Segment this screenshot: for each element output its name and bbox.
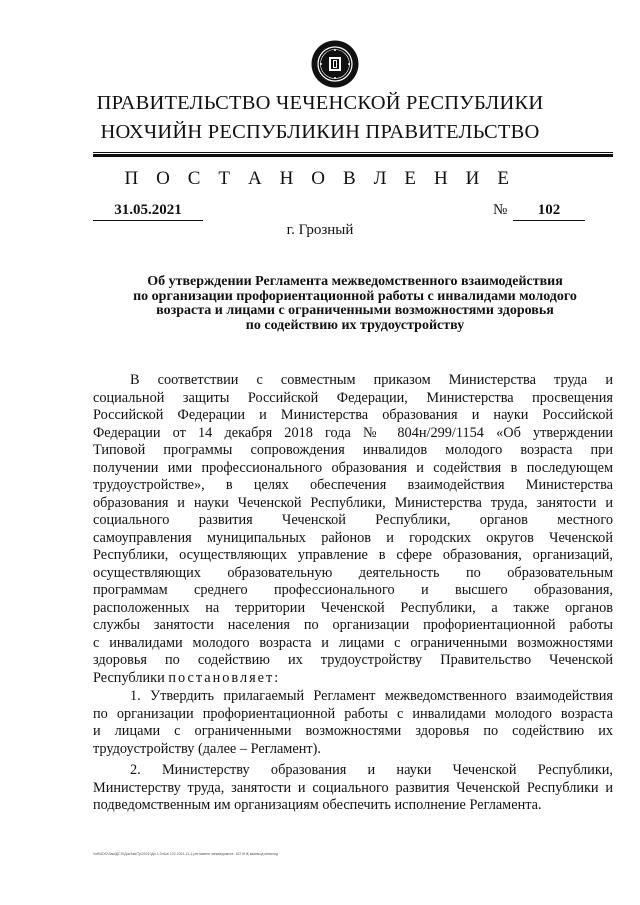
body-line bbox=[93, 670, 613, 688]
body-line: социальной защиты Российской Федерации, Министерства просвещения bbox=[93, 389, 613, 406]
document-date: 31.05.2021 bbox=[93, 202, 203, 221]
body-line: подведомственным им организациям обеспечить исполнение Регламента. bbox=[93, 797, 542, 813]
body-line: Типовой программы сопровождения инвалидов молодого возраста при bbox=[93, 442, 613, 458]
body-line: Республики, осуществляющих управление в сфере образования, организаций, bbox=[93, 547, 613, 563]
subject-line: по организации профориентационной работы с инвалидами молодого bbox=[133, 288, 577, 304]
body-line: 1. Утвердить прилагаемый Регламент межведомственного взаимодействия bbox=[130, 688, 613, 704]
header-divider-thick bbox=[93, 154, 613, 157]
body-line: Российской Федерации и Министерства образования и науки Российской bbox=[93, 407, 613, 423]
header-divider-thin bbox=[93, 152, 613, 153]
subject-line: возраста и лицами с ограниченными возможностями здоровья bbox=[156, 303, 554, 318]
body-line: службы занятости населения по организации профориентационной работы bbox=[93, 617, 613, 633]
body-line: трудоустройстве», в целях обеспечения взаимодействия Министерства bbox=[93, 477, 613, 493]
government-title-ru: ПРАВИТЕЛЬСТВО ЧЕЧЕНСКОЙ РЕСПУБЛИКИ bbox=[96, 92, 544, 114]
body-line: образования и науки Чеченской Республики, Министерства труда, занятости и bbox=[93, 494, 613, 511]
body-line: Министерству труда, занятости и социального развития Чеченской Республики и bbox=[93, 779, 613, 796]
body-line: В соответствии с совместным приказом Министерства труда и bbox=[130, 372, 613, 388]
body-line: по организации профориентационной работы с инвалидами молодого возраста bbox=[93, 705, 613, 722]
resolves-word: постановляет: bbox=[168, 669, 281, 686]
body-line: осуществляющих образовательную деятельность по образовательным bbox=[93, 564, 613, 581]
document-number: 102 bbox=[513, 202, 585, 221]
subject-line: Об утверждении Регламента межведомственного взаимодействия bbox=[147, 274, 563, 289]
footer-file-path: \\ulf\UDO\Зам\ДСП\ДокЗав\Тр\2021\\Дн 1.3ч1м\ 102 2021-11-1-регламент межведомств. 102 КНК взаимод инвалид bbox=[93, 852, 279, 856]
government-title-ce: НОХЧИЙН РЕСПУБЛИКИН ПРАВИТЕЛЬСТВО bbox=[100, 121, 540, 143]
clause-2-paragraph bbox=[93, 762, 613, 815]
body-line: и лицами с ограниченными возможностями здоровья по содействию их bbox=[93, 723, 613, 739]
body-line: самоуправления муниципальных районов и городских округов Чеченской bbox=[93, 529, 613, 546]
body-line: расположенных на территории Чеченской Республики, а также органов bbox=[93, 599, 613, 616]
coat-of-arms-icon bbox=[311, 40, 359, 88]
body-line: Федерации от 14 декабря 2018 года № 804н/299/1154 «Об утверждении bbox=[93, 424, 613, 441]
document-subject bbox=[95, 275, 615, 333]
body-line: трудоустройству (далее – Регламент). bbox=[93, 740, 321, 757]
body-line: здоровья по содействию их трудоустройству Правительство Чеченской bbox=[93, 652, 613, 668]
body-line: социального развития Чеченской Республики, органов местного bbox=[93, 512, 613, 528]
body-line: 2. Министерству образования и науки Чеченской Республики, bbox=[130, 762, 613, 778]
clause-1-paragraph bbox=[93, 688, 613, 758]
document-city: г. Грозный bbox=[286, 222, 354, 238]
body-line-text: Республики bbox=[93, 669, 165, 686]
preamble-paragraph bbox=[93, 372, 613, 687]
subject-line: по содействию их трудоустройству bbox=[245, 317, 465, 333]
body-line: программам среднего профессионального и высшего образования, bbox=[93, 582, 613, 598]
document-type: П О С Т А Н О В Л Е Н И Е bbox=[124, 168, 516, 189]
number-sign: № bbox=[493, 202, 508, 218]
body-line: с инвалидами молодого возраста и лицами с ограниченными возможностями bbox=[93, 634, 613, 651]
body-line: получении ими профессионального образования и содействия в последующем bbox=[93, 459, 613, 476]
